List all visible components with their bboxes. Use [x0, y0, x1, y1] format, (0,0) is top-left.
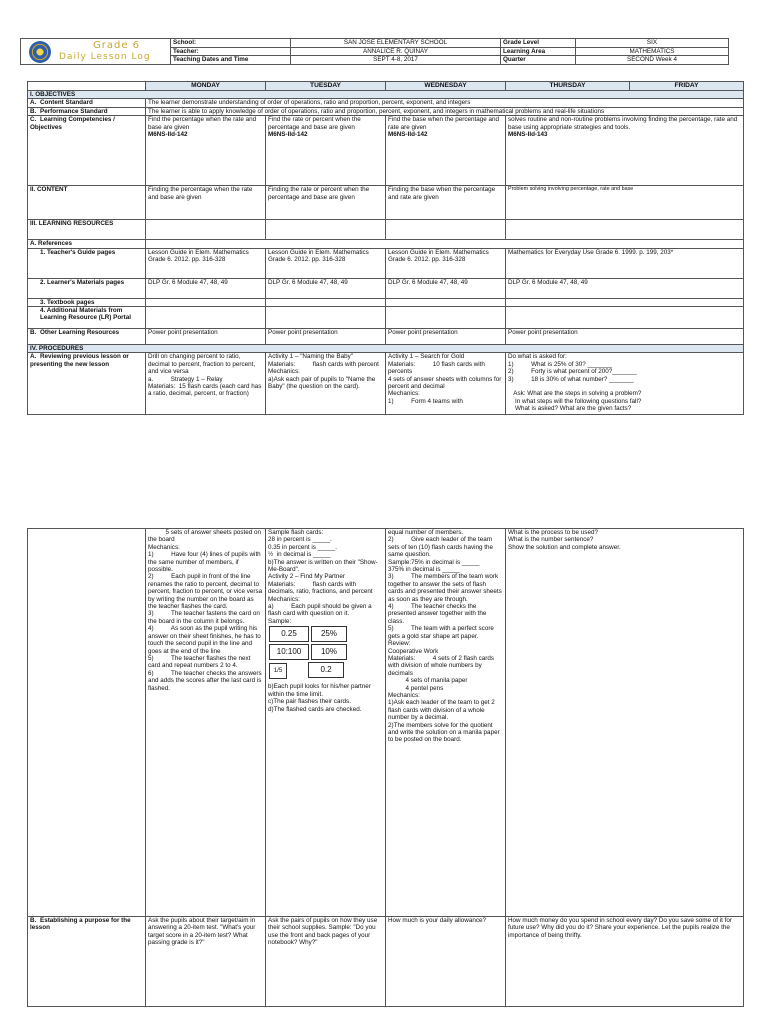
other-monday: Power point presentation — [146, 329, 266, 345]
review-tuesday-continued: Sample flash cards: 28 in percent is _____. 0.35 in percent is _____. ½ in decimal is _____ b)The answer is written on their "Show-Me-Board". Activity 2 – Find My Partner Materials: flash cards with decimals, ratio, fractions, and percent Mechanics: a) Each pupil should be given a flash card with question on it. Sample: 0.25 25% 10:100 10% 1/5 0.2 b)Each pupil looks for his/her partner within the time limit. c)The pair flashes their cards. d)The flashed cards are checked. — [266, 529, 386, 917]
day-tuesday: TUESDAY — [266, 82, 386, 91]
performance-standard-label: B. Performance Standard — [28, 107, 146, 115]
tg-tuesday: Lesson Guide in Elem. Mathematics Grade 6. 2012. pp. 316-328 — [266, 248, 386, 278]
procedures-heading: IV. PROCEDURES — [28, 345, 744, 353]
logo-grade: Grade 6 — [93, 40, 141, 51]
lesson-log-table — [27, 81, 744, 415]
review-thursday-continued: What is the process to be used? What is the number sentence? Show the solution and complete answer. — [506, 529, 744, 917]
reviewing-label: A. Reviewing previous lesson or presenting the new lesson — [28, 353, 146, 415]
review-monday-continued: 5 sets of answer sheets posted on the board Mechanics: 1) Have four (4) lines of pupils with the same number of members, if possible. 2) Each pupil in front of the line renames the ratio to percent, decimal to percent, fraction to percent, or vice versa by writing the number on the board as the teacher flashes the card. 3) The teacher fastens the card on the board in the column it belongs. 4) As soon as the pupil writing his answer on their sheet finishes, he has to touch the second pupil in the line and goes at the end of the line 5) The teacher flashes the next card and repeat numbers 2 to 4. 6) The teacher checks the answers and adds the scores after the last card is flashed. — [146, 529, 266, 917]
day-header-row — [28, 82, 744, 91]
dates-value: SEPT 4-8, 2017 — [291, 56, 501, 65]
content-standard-text: The learner demonstrate understanding of order of operations, ratio and proportion, percent, exponent, and integers — [146, 99, 744, 107]
lm-wednesday: DLP Gr. 6 Module 47, 48, 49 — [386, 278, 506, 298]
competency-wednesday: Find the base when the percentage and rate are given M6NS-IId-142 — [386, 116, 506, 186]
references-label: A. References — [28, 240, 146, 248]
logo-cell — [21, 39, 171, 65]
purpose-thursday: How much money do you spend in school every day? Do you save some of it for future use? Why did you do it? Share your experience. Let the pupils realize the importance of being thrifty. — [506, 917, 744, 1007]
tg-wednesday: Lesson Guide in Elem. Mathematics Grade 6. 2012. pp. 316-328 — [386, 248, 506, 278]
purpose-monday: Ask the pupils about their target/aim in answering a 20-item test. "What's your target score in a 20-item test? What passing grade is it?" — [146, 917, 266, 1007]
other-wednesday: Power point presentation — [386, 329, 506, 345]
grade-level-value: SIX — [576, 39, 729, 48]
other-thursday: Power point presentation — [506, 329, 744, 345]
competencies-label: C. Learning Competencies / Objectives — [28, 116, 146, 186]
teacher-label: Teacher: — [171, 47, 291, 56]
tg-thursday: Mathematics for Everyday Use Grade 6. 1999. p. 199, 203* — [506, 248, 744, 278]
day-wednesday: WEDNESDAY — [386, 82, 506, 91]
purpose-tuesday: Ask the pairs of pupils on how they use their school supplies. Sample: "Do you use the front and back pages of your notebook? Why?" — [266, 917, 386, 1007]
logo-title: Daily Lesson Log — [59, 52, 151, 62]
sample-card: 10:100 — [269, 644, 309, 660]
school-label: School: — [171, 39, 291, 48]
content-monday: Finding the percentage when the rate and base are given — [146, 186, 266, 220]
resources-label: III. LEARNING RESOURCES — [28, 220, 146, 240]
dates-label: Teaching Dates and Time — [171, 56, 291, 65]
learning-area-value: MATHEMATICS — [576, 47, 729, 56]
additional-materials-label: 4. Additional Materials from Learning Resource (LR) Portal — [28, 307, 146, 329]
lesson-log-table-continued — [27, 528, 744, 1007]
sample-card: 0.25 — [269, 626, 309, 642]
review-wednesday: Activity 1 – Search for Gold Materials: 10 flash cards with percents 4 sets of answer sheets with columns for percent and decimal Mechanics: 1) Form 4 teams with — [386, 353, 506, 415]
teachers-guide-label: 1. Teacher's Guide pages — [28, 248, 146, 278]
sample-card: 10% — [311, 644, 347, 660]
review-tuesday: Activity 1 – "Naming the Baby" Materials: flash cards with percent Mechanics: a)Ask each pair of pupils to "Name the Baby" (the question on the card). — [266, 353, 386, 415]
content-thursday: Problem solving involving percentage, rate and base — [506, 186, 744, 220]
objectives-heading: I. OBJECTIVES — [28, 91, 744, 99]
sample-card: 1/5 — [269, 663, 287, 679]
learners-materials-label: 2. Learner's Materials pages — [28, 278, 146, 298]
teacher-value: ANNALICE R. QUINAY — [291, 47, 501, 56]
purpose-label: B. Establishing a purpose for the lesson — [28, 917, 146, 1007]
tg-monday: Lesson Guide in Elem. Mathematics Grade 6. 2012. pp. 316-328 — [146, 248, 266, 278]
content-wednesday: Finding the base when the percentage and rate are given — [386, 186, 506, 220]
sample-cards — [268, 625, 354, 680]
deped-seal-icon — [29, 41, 51, 63]
day-monday: MONDAY — [146, 82, 266, 91]
competency-tuesday: Find the rate or percent when the percentage and base are given M6NS-IId-142 — [266, 116, 386, 186]
quarter-label: Quarter — [501, 56, 576, 65]
sample-card: 0.2 — [308, 662, 344, 678]
textbook-label: 3. Textbook pages — [28, 298, 146, 306]
other-resources-label: B. Other Learning Resources — [28, 329, 146, 345]
review-wednesday-continued: equal number of members. 2) Give each leader of the team sets of ten (10) flash cards having the same question. Sample:75% in decimal is _____ 375% in decimal is _____ 3) The members of the team work together to answer the sets of flash cards and presented their answer sheets as soon as they are through. 4) The teacher checks the presented answer together with the class. 5) The team with a perfect score gets a gold star shape art paper. Review: Cooperative Work Materials: 4 sets of 2 flash cards with division of whole numbers by decimals 4 sets of manila paper 4 pentel pens Mechanics: 1)Ask each leader of the team to get 2 flash cards with division of a whole number by a decimal. 2)The members solve for the quotient and write the solution on a manila paper to be posted on the board. — [386, 529, 506, 917]
content-label: II. CONTENT — [28, 186, 146, 220]
lm-thursday: DLP Gr. 6 Module 47, 48, 49 — [506, 278, 744, 298]
header-table — [20, 38, 729, 65]
lm-tuesday: DLP Gr. 6 Module 47, 48, 49 — [266, 278, 386, 298]
quarter-value: SECOND Week 4 — [576, 56, 729, 65]
competency-thursday: solves routine and non-routine problems involving finding the percentage, rate and base using appropriate strategies and tools. M6NS-IId-143 — [506, 116, 744, 186]
competency-monday: Find the percentage when the rate and base are given M6NS-IId-142 — [146, 116, 266, 186]
grade-level-label: Grade Level — [501, 39, 576, 48]
day-thursday: THURSDAY — [506, 82, 630, 91]
day-friday: FRIDAY — [630, 82, 744, 91]
content-tuesday: Finding the rate or percent when the percentage and base are given — [266, 186, 386, 220]
lm-monday: DLP Gr. 6 Module 47, 48, 49 — [146, 278, 266, 298]
school-value: SAN JOSE ELEMENTARY SCHOOL — [291, 39, 501, 48]
performance-standard-text: The learner is able to apply knowledge of order of operations, ratio and proportion, percent, exponent, and integers in mathematical problems and real-life situations — [146, 107, 744, 115]
sample-card: 25% — [311, 626, 347, 642]
learning-area-label: Learning Area — [501, 47, 576, 56]
purpose-wednesday: How much is your daily allowance? — [386, 917, 506, 1007]
review-monday: Drill on changing percent to ratio, decimal to percent, fraction to percent, and vice versa a. Strategy 1 – Relay Materials: 15 flash cards (each card has a ratio, decimal, percent, or fraction) — [146, 353, 266, 415]
content-standard-label: A. Content Standard — [28, 99, 146, 107]
other-tuesday: Power point presentation — [266, 329, 386, 345]
review-thursday: Do what is asked for: 1) What is 25% of 30? _______ 2) Forty is what percent of 200?_______ 3) 18 is 30% of what number? _______ Ask: What are the steps in solving a problem? In what steps will the following questions fall? What is asked? What are the given facts? — [506, 353, 744, 415]
